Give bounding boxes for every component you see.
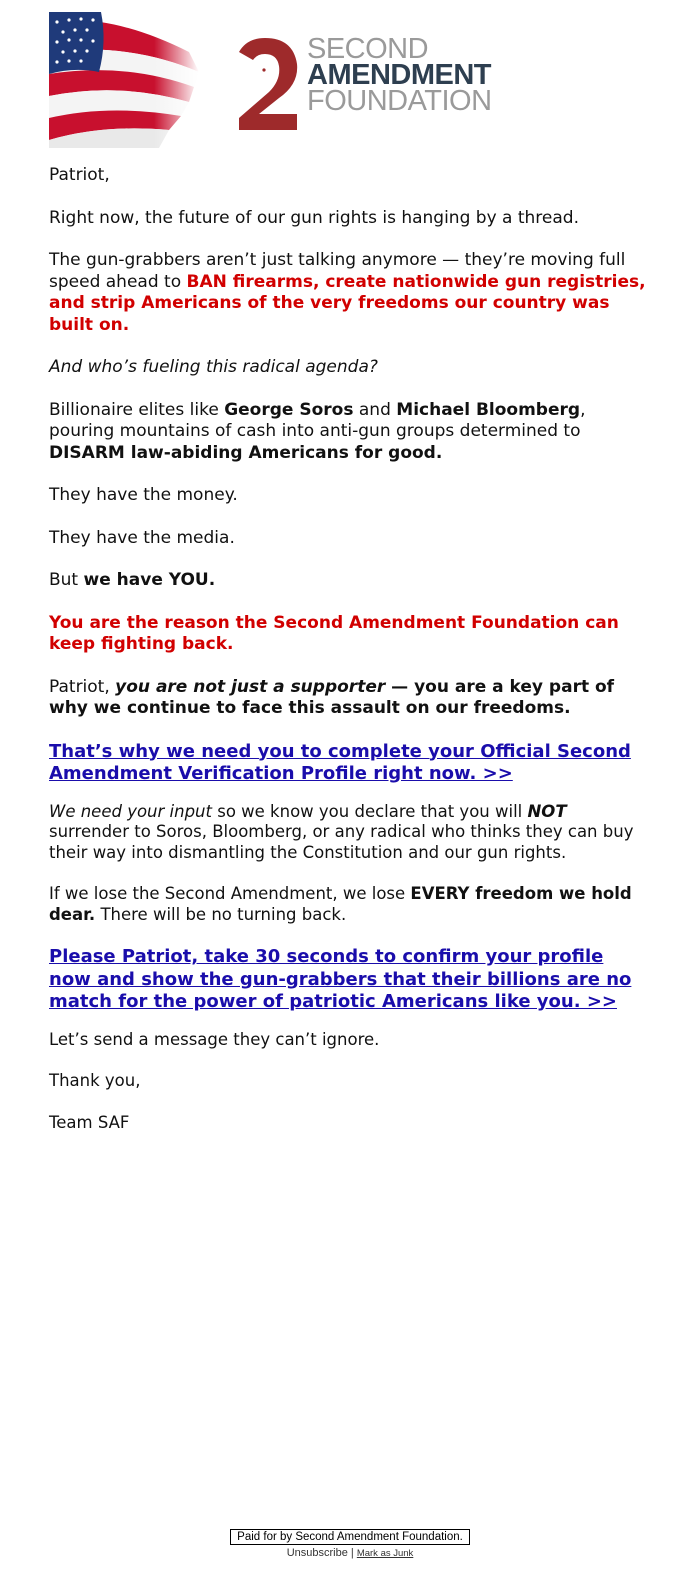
p10-not: NOT [527,801,567,821]
p2-red-text: BAN firearms, create nationwide gun registries, and strip Americans of the very freedoms our country was built on. [49,271,646,335]
p4-c: and [353,399,397,420]
email-footer [0,1527,700,1559]
email-body [49,165,649,1154]
paid-for-disclaimer: Paid for by Second Amendment Foundation. [230,1529,470,1545]
paragraph-8: You are the reason the Second Amendment Foundation can keep fighting back. [49,612,619,654]
p4-bloomberg: Michael Bloomberg [396,399,581,420]
p2-lead: The gun-grabbers aren’t just talking anymore — they’re moving full speed ahead to [49,250,626,292]
p10-a: We need your input [49,801,212,821]
p11-c: There will be no turning back. [95,904,347,924]
p4-disarm: DISARM law-abiding Americans for good. [49,442,443,463]
p9-b: you are not just a supporter [115,676,386,697]
saf-logo-icon [235,34,303,134]
logo-line-foundation: FOUNDATION [307,85,492,117]
p4-e: , pouring mountains of cash into anti-gun groups determined to [49,399,586,441]
mark-as-junk-link[interactable]: Mark as Junk [356,1548,414,1559]
confirm-profile-link[interactable]: Please Patriot, take 30 seconds to confirm your profile now and show the gun-grabbers that their billions are no match for the power of patriotic Americans like you. >> [49,946,632,1012]
cta-paragraph-2 [49,946,649,1014]
unsubscribe-link[interactable]: Unsubscribe [286,1547,348,1559]
paragraph-6: They have the media. [49,527,235,548]
paragraph-1: Right now, the future of our gun rights is hanging by a thread. [49,207,579,228]
p10-b: so we know you declare that you will [211,801,528,821]
greeting: Patriot, [49,165,110,185]
paragraph-7 [49,570,649,592]
p11-b: EVERY freedom we hold dear. [49,884,632,924]
email-header [49,12,492,148]
paragraph-12: Let’s send a message they can’t ignore. [49,1029,380,1049]
unsubscribe-line [0,1547,700,1559]
p4-a: Billionaire elites like [49,399,225,420]
paragraph-3: And who’s fueling this radical agenda? [49,357,378,377]
p9-a: Patriot, [49,676,116,697]
logo-line-amendment: AMENDMENT [307,59,491,91]
american-flag-image [49,12,199,148]
p4-soros: George Soros [224,399,354,420]
paragraph-9 [49,677,649,720]
p7-a: But [49,570,84,590]
footer-separator: | [350,1547,354,1559]
signature: Team SAF [49,1112,130,1132]
paragraph-10 [49,802,649,864]
paragraph-2 [49,250,649,336]
paragraph-11 [49,884,649,925]
verification-profile-link[interactable]: That’s why we need you to complete your Official Second Amendment Verification Profile right now. >> [49,740,631,784]
p7-b: we have YOU. [83,570,216,590]
logo-line-second: SECOND [307,33,429,65]
saf-logo-wordmark [307,33,492,117]
paragraph-4 [49,400,649,465]
paragraph-13: Thank you, [49,1071,141,1090]
paragraph-5: They have the money. [49,485,238,505]
p10-d: surrender to Soros, Bloomberg, or any radical who thinks they can buy their way into dismantling the Constitution and our gun rights. [49,822,634,862]
cta-paragraph-1 [49,741,649,786]
p9-c: — you are a key part of why we continue to face this assault on our freedoms. [49,676,615,718]
p11-a: If we lose the Second Amendment, we lose [49,884,411,903]
